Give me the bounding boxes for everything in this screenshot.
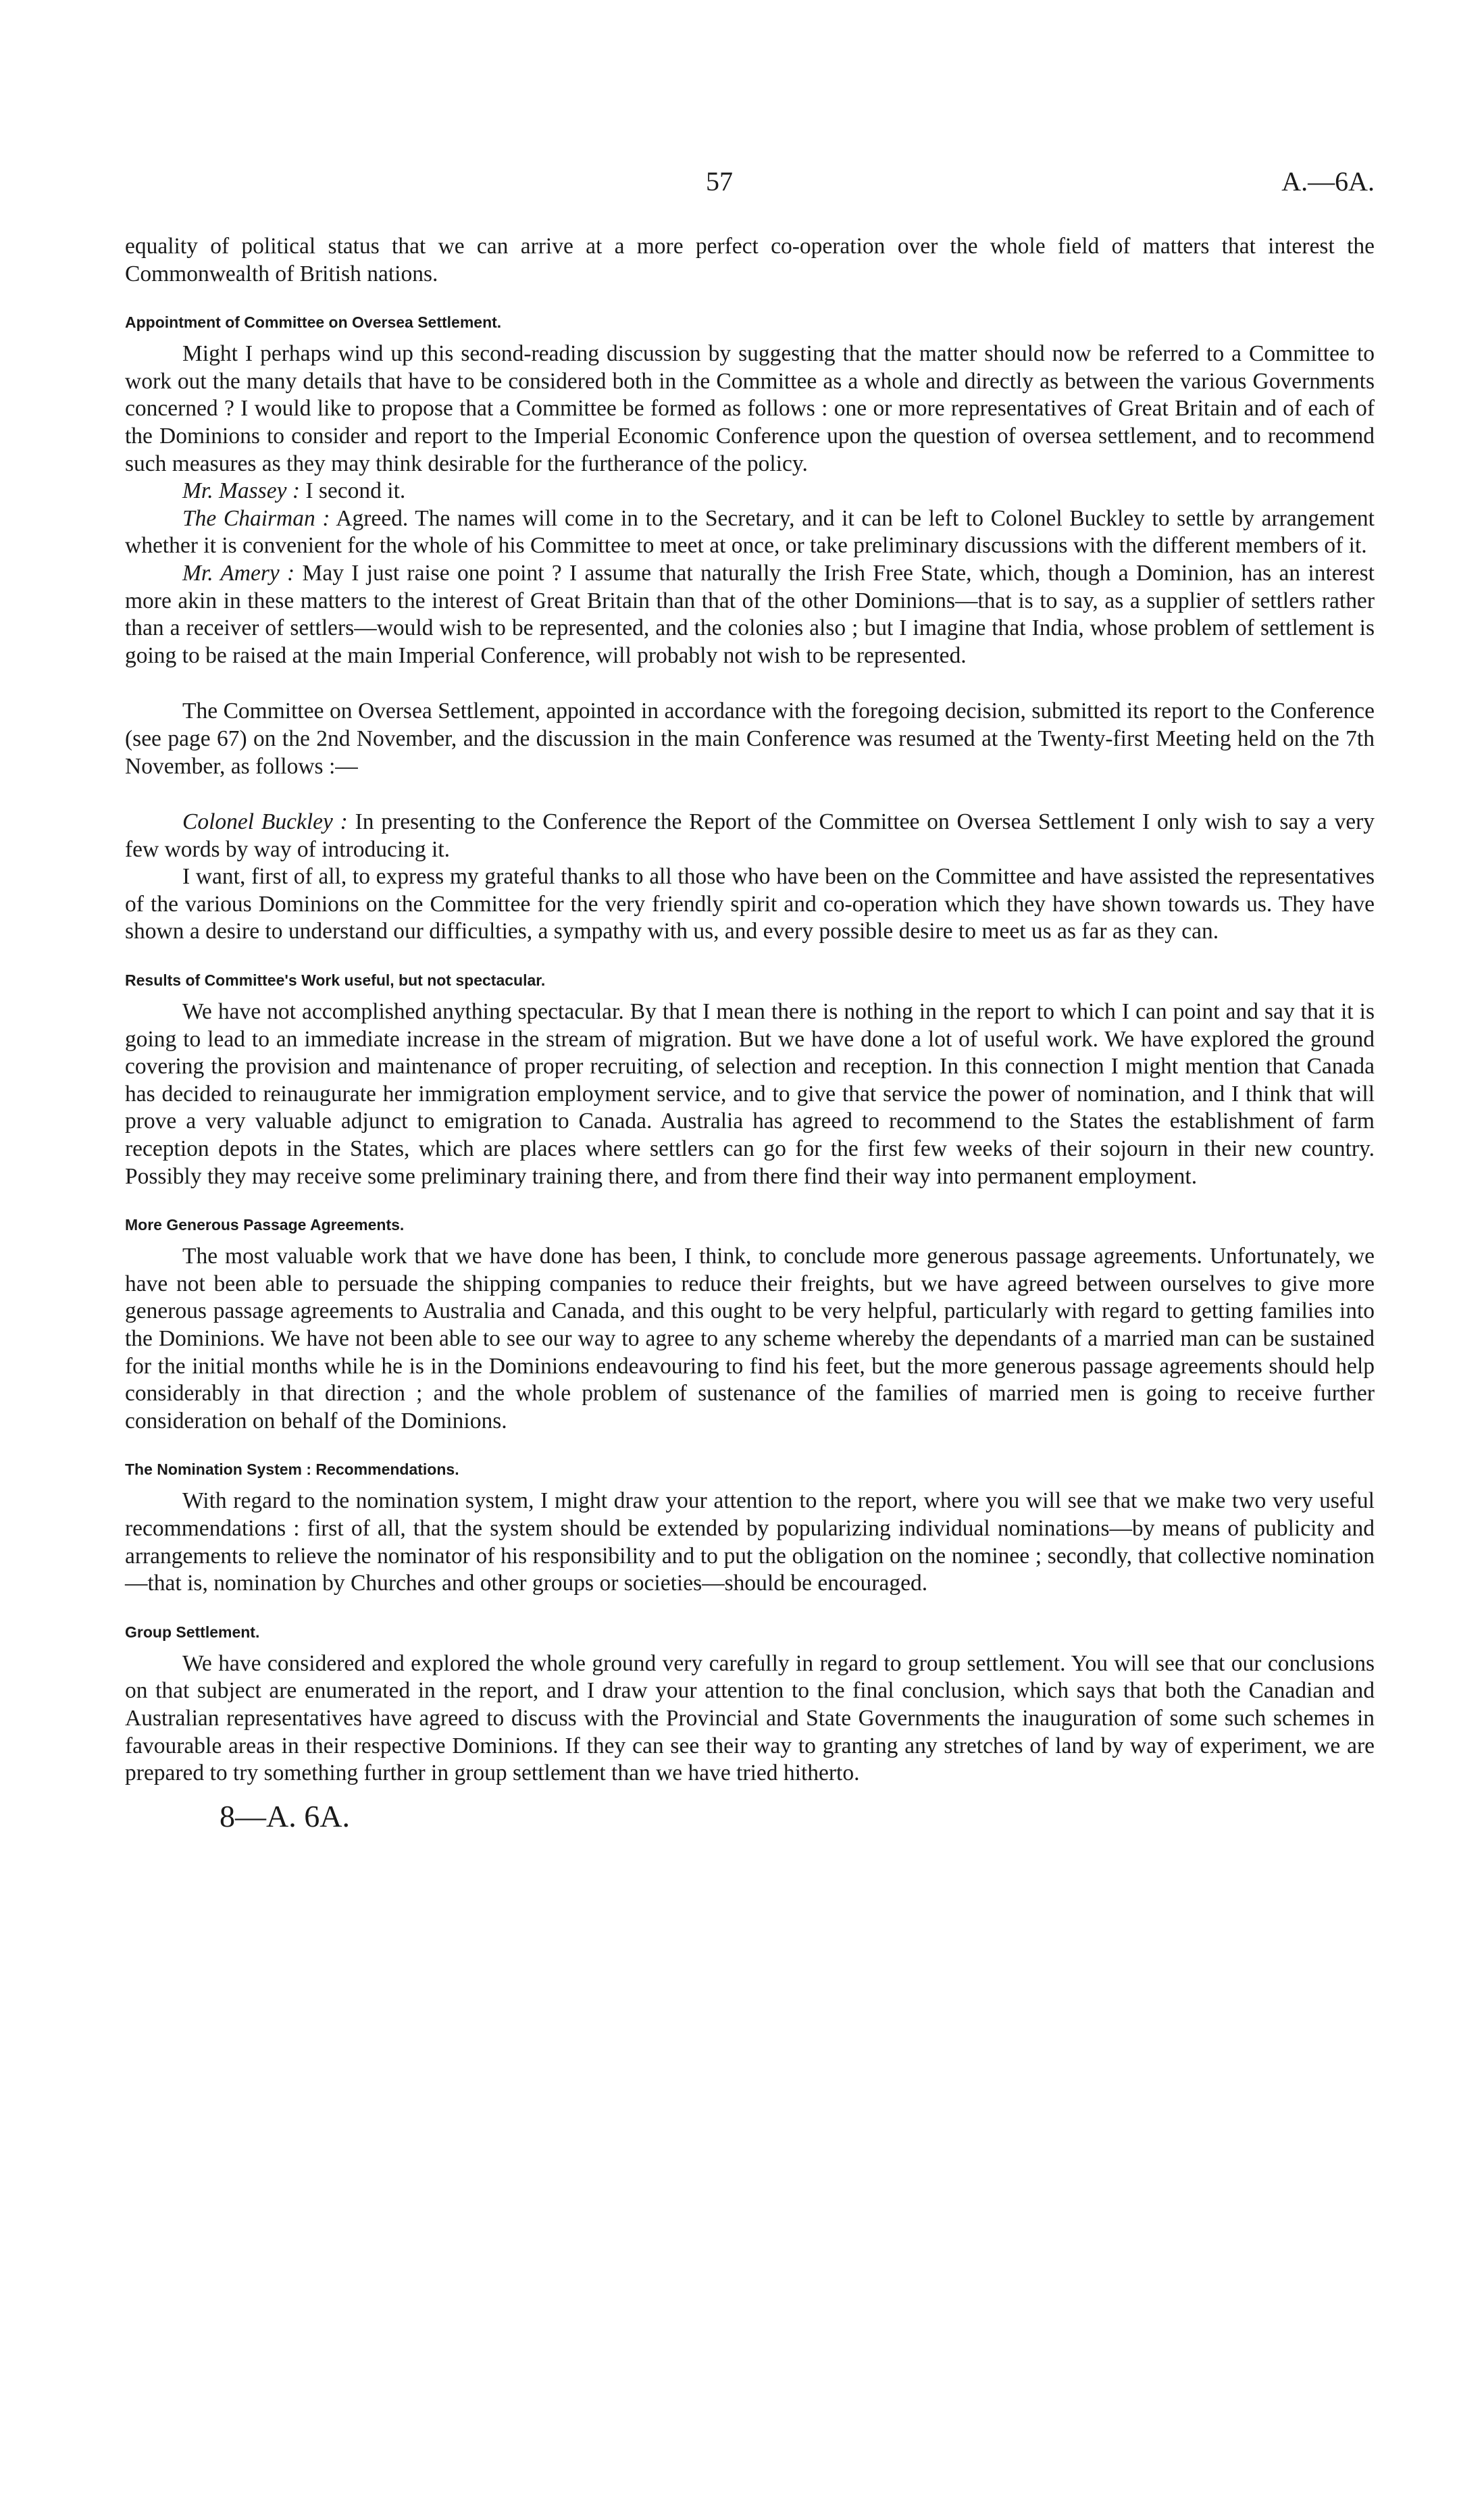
section-heading-appointment: Appointment of Committee on Oversea Settlement.: [125, 313, 502, 332]
speaker-name: Mr. Amery :: [182, 560, 295, 586]
paragraph: Might I perhaps wind up this second-reading discussion by suggesting that the matter should now be referred to a Committee to work out the many details that have to be considered both in the Committee as a whole and directly as between the various Governments concerned ? I would like to propose that a Committee be formed as follows : one or more representatives of Great Britain and of each of the Dominions to consider and report to the Imperial Economic Conference upon the question of oversea settlement, and to recommend such measures as they may think desirable for the furtherance of the policy.: [125, 341, 1375, 476]
speech-text: I second it.: [299, 478, 406, 504]
section-heading-results: Results of Committee's Work useful, but not spectacular.: [125, 971, 546, 990]
document-reference: A.—6A.: [1281, 166, 1375, 197]
paragraph-amery: [125, 560, 1375, 669]
paragraph: We have considered and explored the whole ground very carefully in regard to group settlement. You will see that our conclusions on that subject are enumerated in the report, and I draw your attention to the final conclusion, which says that both the Canadian and Australian representatives have agreed to discuss with the Provincial and State Governments the inauguration of some such schemes in favourable areas in their respective Dominions. If they can see their way to granting any stretches of land by way of experiment, we are prepared to try something further in group settlement than we have tried hitherto.: [125, 1650, 1375, 1786]
paragraph-massey: [125, 478, 1375, 505]
speech-text: May I just raise one point ? I assume that naturally the Irish Free State, which, though a Dominion, has an interest more akin in these matters to the interest of Great Britain than that of the other Dominions—that is to say, as a supplier of settlers rather than a receiver of settlers—would wish to be represented, and the colonies also ; but I imagine that India, whose problem of settlement is going to be raised at the main Imperial Conference, will probably not wish to be represented.: [125, 560, 1375, 668]
paragraph-buckley: [125, 809, 1375, 863]
page-number: 57: [706, 166, 733, 197]
paragraph-chairman: [125, 505, 1375, 560]
section-heading-passage: More Generous Passage Agreements.: [125, 1216, 405, 1234]
paragraph-committee-report: The Committee on Oversea Settlement, appointed in accordance with the foregoing decision, submitted its report to the Conference (see page 67) on the 2nd November, and the discussion in the main Conference was resumed at the Twenty-first Meeting held on the 7th November, as follows :—: [125, 699, 1375, 779]
speech-text: In presenting to the Conference the Report of the Committee on Oversea Settlement I only wish to say a very few words by way of introducing it.: [125, 809, 1375, 862]
paragraph: We have not accomplished anything spectacular. By that I mean there is nothing in the report to which I can point and say that it is going to lead to an immediate increase in the stream of migration. But we have done a lot of useful work. We have explored the ground covering the provision and maintenance of proper recruiting, of selection and reception. In this connection I might mention that Canada has decided to reinaugurate her immigration employment service, and to give that service the power of nomination, and I think that will prove a very valuable adjunct to emigration to Canada. Australia has agreed to recommend to the States the establishment of farm reception depots in the States, which are places where settlers can go for the first few weeks of their sojourn in their new country. Possibly they may receive some preliminary training there, and from there find their way into permanent employment.: [125, 999, 1375, 1189]
speaker-name: Colonel Buckley :: [182, 809, 348, 835]
speech-text: Agreed. The names will come in to the Secretary, and it can be left to Colonel Buckley to settle by arrangement whether it is convenient for the whole of his Committee to meet at once, or take preliminary discussions with the different members of it.: [125, 505, 1375, 559]
page-header: [125, 166, 1375, 206]
section-heading-nomination: The Nomination System : Recommendations.: [125, 1461, 459, 1479]
speaker-name: Mr. Massey :: [182, 478, 300, 504]
signature-mark: 8—A. 6A.: [220, 1798, 350, 1833]
section-heading-group-settlement: Group Settlement.: [125, 1623, 260, 1641]
paragraph: I want, first of all, to express my grateful thanks to all those who have been on the Committee and have assisted the representatives of the various Dominions on the Committee for the very friendly spirit and co-operation which they have shown towards us. They have shown a desire to understand our difficulties, a sympathy with us, and every possible desire to meet us as far as they can.: [125, 864, 1375, 944]
document-body: [125, 233, 1375, 1836]
paragraph: With regard to the nomination system, I might draw your attention to the report, where you will see that we make two very useful recommendations : first of all, that the system should be extended by popularizing individual nominations—by means of publicity and arrangements to relieve the nominator of his responsibility and to put the obligation on the nominee ; secondly, that collective nomination—that is, nomination by Churches and other groups or societies—should be encouraged.: [125, 1488, 1375, 1596]
paragraph: The most valuable work that we have done has been, I think, to conclude more generous passage agreements. Unfortunately, we have not been able to persuade the shipping companies to reduce their freights, but we have agreed between ourselves to give more generous passage agreements to Australia and Canada, and this ought to be very helpful, particularly with regard to getting families into the Dominions. We have not been able to see our way to agree to any scheme whereby the dependants of a married man can be sustained for the initial months while he is in the Dominions endeavouring to find his feet, but the more generous passage agreements should help considerably in that direction ; and the whole problem of sustenance of the families of married men is going to receive further consideration on behalf of the Dominions.: [125, 1244, 1375, 1433]
speaker-name: The Chairman :: [182, 505, 330, 531]
paragraph-continuation: equality of political status that we can arrive at a more perfect co-operation over the whole field of matters that interest the Commonwealth of British nations.: [125, 234, 1375, 286]
